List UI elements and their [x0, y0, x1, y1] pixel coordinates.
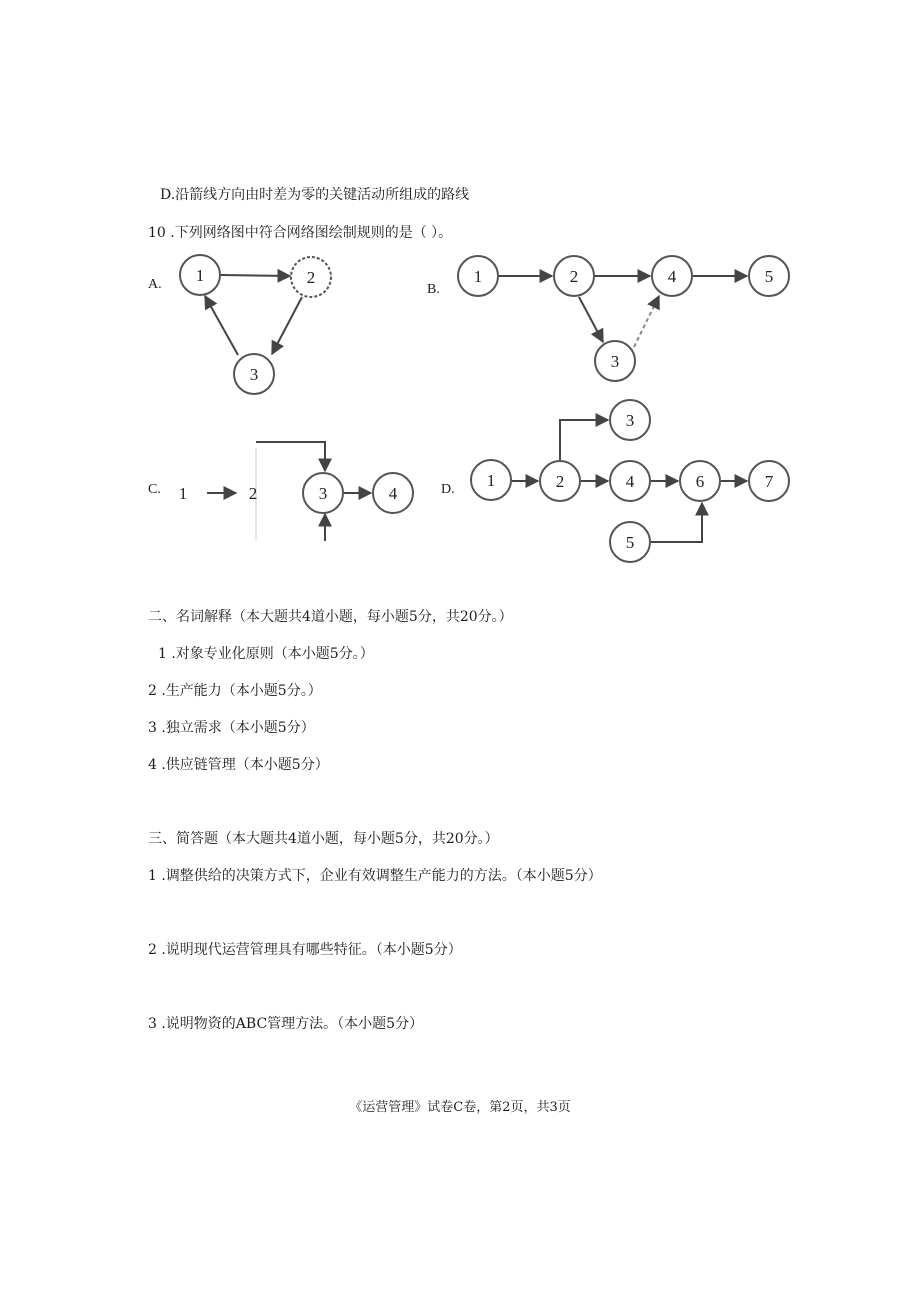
section3-title: 三、简答题（本大题共4道小题，每小题5分，共20分。）	[148, 831, 499, 847]
diagram-c	[207, 442, 413, 541]
diagram-d-arrow-2-3	[560, 420, 608, 460]
diagram-c-label-4: 4	[388, 484, 398, 503]
diagram-c-arrow-top-3	[256, 442, 325, 471]
section2-item-3: 3 .独立需求（本小题5分）	[148, 720, 315, 736]
diagram-d-arrow-5-6	[651, 503, 702, 542]
section2-item-1: 1 .对象专业化原则（本小题5分。）	[158, 646, 374, 662]
diagram-d-label-7: 7	[764, 472, 774, 491]
section2-title: 二、名词解释（本大题共4道小题，每小题5分，共20分。）	[148, 609, 513, 625]
diagram-a-arrow-3-1	[205, 296, 238, 355]
diagram-b-label-4: 4	[667, 267, 677, 286]
diagram-b-label-3: 3	[610, 352, 620, 371]
diagram-c-label-1: 1	[178, 484, 188, 503]
diagram-d-label-2: 2	[555, 472, 565, 491]
q9-option-d: D.沿箭线方向由时差为零的关键活动所组成的路线	[160, 187, 470, 203]
section2-item-2: 2 .生产能力（本小题5分。）	[148, 683, 322, 699]
diagram-d-label-6: 6	[695, 472, 705, 491]
diagram-a-label-2: 2	[306, 268, 316, 287]
diagram-b-label-2: 2	[569, 267, 579, 286]
diagram-d-label-5: 5	[625, 533, 635, 552]
option-c-label: C.	[148, 482, 161, 497]
diagram-b	[458, 256, 789, 381]
section2-item-4: 4 .供应链管理（本小题5分）	[148, 757, 329, 773]
section3-item-2: 2 .说明现代运营管理具有哪些特征。（本小题5分）	[148, 942, 462, 958]
diagram-c-label-3: 3	[318, 484, 328, 503]
option-a-label: A.	[148, 277, 162, 292]
diagram-b-label-5: 5	[764, 267, 774, 286]
diagram-d-label-4: 4	[625, 472, 635, 491]
diagram-a-label-3: 3	[249, 365, 259, 384]
diagram-a-arrow-2-3	[272, 297, 302, 354]
diagram-d-label-3: 3	[625, 411, 635, 430]
section3-item-1: 1 .调整供给的决策方式下，企业有效调整生产能力的方法。（本小题5分）	[148, 868, 602, 884]
diagram-a-label-1: 1	[195, 266, 205, 285]
diagram-b-label-1: 1	[473, 267, 483, 286]
diagram-a-arrow-1-2	[221, 275, 290, 276]
q10-stem: 10 .下列网络图中符合网络图绘制规则的是（ ）。	[148, 225, 453, 241]
section3-item-3: 3 .说明物资的ABC管理方法。（本小题5分）	[148, 1016, 424, 1032]
diagram-d-label-1: 1	[486, 471, 496, 490]
network-diagrams	[0, 0, 920, 600]
diagram-b-dashed-3-4	[634, 296, 659, 347]
diagram-c-label-2: 2	[248, 484, 258, 503]
page-footer: 《运营管理》试卷C卷，第2页，共3页	[349, 1100, 571, 1115]
option-d-label: D.	[441, 482, 455, 497]
option-b-label: B.	[427, 282, 440, 297]
diagram-b-arrow-2-3	[579, 297, 603, 342]
